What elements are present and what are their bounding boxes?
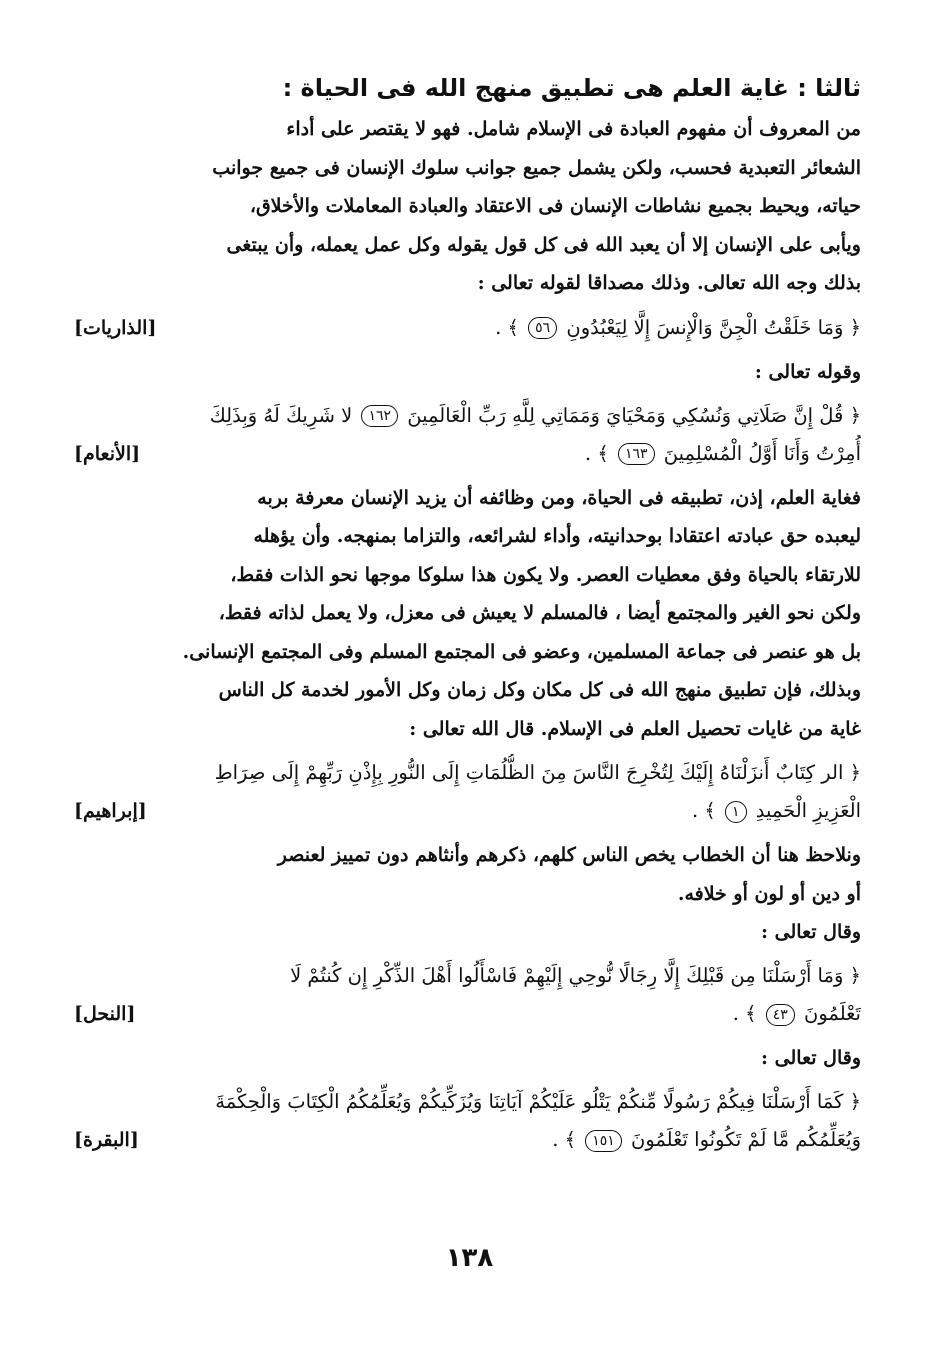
quran-verse-dhariyat: [74, 309, 861, 347]
paragraph-line: الشعائر التعبدية فحسب، ولكن يشمل جميع جوانب سلوك الإنسان فى جميع جوانب: [212, 156, 861, 179]
quran-verse-ibrahim: [74, 754, 861, 830]
verse-line: ﴿ كَمَا أَرْسَلْنَا فِيكُمْ رَسُولًا مِّنكُمْ يَتْلُو عَلَيْكُمْ آيَاتِنَا وَيُزَكِّيكُمْ وَيُعَلِّمُكُمُ الْكِتَابَ وَالْحِكْمَةَ: [215, 1090, 861, 1113]
page-number: ١٣٨: [445, 1243, 494, 1273]
verse-line: [74, 397, 861, 435]
verse-text: الْعَزِيزِ الْحَمِيدِ: [755, 799, 861, 822]
verse-close-bracket: ﴾ .: [495, 315, 519, 339]
ayah-number-marker: ١: [725, 801, 747, 823]
ayah-number-marker: ٥٦: [528, 317, 557, 339]
quote-intro: وقال تعالى :: [761, 1047, 861, 1069]
verse-text: لا شَرِيكَ لَهُ وَبِذَلِكَ: [209, 403, 353, 427]
surah-reference: [الذاريات]: [74, 316, 157, 339]
section-heading: ثالثا : غاية العلم هى تطبيق منهج الله فى الحياة :: [282, 74, 861, 102]
verse-line: ﴿ وَمَا أَرْسَلْنَا مِن قَبْلِكَ إِلَّا رِجَالًا نُّوحِي إِلَيْهِمْ فَاسْأَلُوا أَهْلَ الذِّكْرِ إِن كُنتُمْ لَا: [290, 964, 861, 987]
paragraph-line: وبذلك، فإن تطبيق منهج الله فى كل مكان وكل زمان وكل الأمور لخدمة كل الناس: [218, 679, 861, 701]
quote-intro: وقال تعالى :: [761, 921, 861, 943]
verse-line: ﴿ الر كِتَابٌ أَنزَلْنَاهُ إِلَيْكَ لِتُخْرِجَ النَّاسَ مِنَ الظُّلُمَاتِ إِلَى النُّورِ بِإِذْنِ رَبِّهِمْ إِلَى صِرَاطِ: [214, 761, 861, 784]
paragraph-line: ويأبى على الإنسان إلا أن يعبد الله فى كل قول يقوله وكل عمل يعمله، وأن يبتغى: [226, 233, 861, 256]
paragraph-line: للارتقاء بالحياة وفق معطيات العصر. ولا يكون هذا سلوكا موجها نحو الذات فقط،: [230, 563, 861, 586]
paragraph-line: ولكن نحو الغير والمجتمع أيضا ، فالمسلم لا يعيش فى معزل، ولا يعمل لذاته فقط،: [218, 602, 861, 624]
paragraph-line: بل هو عنصر فى جماعة المسلمين، وعضو فى المجتمع المسلم وفى المجتمع الإنسانى.: [182, 640, 861, 663]
verse-text: ﴿ قُلْ إِنَّ صَلَاتِي وَنُسُكِي وَمَحْيَايَ وَمَمَاتِي لِلَّهِ رَبِّ الْعَالَمِينَ: [407, 403, 861, 427]
verse-close-bracket: ﴾ .: [691, 799, 716, 822]
paragraph-line: من المعروف أن مفهوم العبادة فى الإسلام شامل. فهو لا يقتصر على أداء: [286, 118, 861, 140]
verse-line: [74, 435, 861, 473]
quote-intro: وقوله تعالى :: [754, 360, 861, 383]
paragraph-line: بذلك وجه الله تعالى. وذلك مصداقا لقوله تعالى :: [477, 272, 861, 294]
verse-line: [74, 995, 861, 1033]
paragraph-line: فغاية العلم، إذن، تطبيقه فى الحياة، ومن وظائفه أن يزيد الإنسان معرفة بربه: [257, 486, 861, 509]
surah-reference: [النحل]: [74, 1003, 136, 1025]
quran-verse-nahl: [74, 957, 861, 1033]
verse-line: [74, 792, 861, 830]
verse-close-bracket: ﴾ .: [552, 1128, 577, 1151]
ayah-number-marker: ١٥١: [585, 1130, 622, 1152]
paragraph-1: [74, 110, 861, 303]
paragraph-3: [74, 836, 861, 913]
verse-text: تَعْلَمُونَ: [804, 1002, 861, 1025]
verse-text: أُمِرْتُ وَأَنَا أَوَّلُ الْمُسْلِمِينَ: [663, 441, 861, 465]
ayah-number-marker: ١٦٢: [361, 405, 398, 427]
verse-line: [74, 309, 861, 347]
ayah-number-marker: ٤٣: [766, 1004, 795, 1026]
paragraph-line: ونلاحظ هنا أن الخطاب يخص الناس كلهم، ذكرهم وأنثاهم دون تمييز لعنصر: [277, 844, 861, 866]
paragraph-2: [74, 479, 861, 749]
page-content: [74, 68, 861, 1165]
paragraph-line: حياته، ويحيط بجميع نشاطات الإنسان فى الاعتقاد والعبادة المعاملات والأخلاق،: [249, 195, 861, 217]
verse-text: ﴿ وَمَا خَلَقْتُ الْجِنَّ وَالْإِنسَ إِلَّا لِيَعْبُدُونِ: [566, 315, 861, 339]
surah-reference: [البقرة]: [74, 1129, 139, 1151]
paragraph-line: غاية من غايات تحصيل العلم فى الإسلام. قال الله تعالى :: [409, 717, 861, 740]
verse-text: وَيُعَلِّمُكُم مَّا لَمْ تَكُونُوا تَعْلَمُونَ: [631, 1128, 861, 1151]
surah-reference: [إبراهيم]: [74, 800, 147, 822]
verse-line: [74, 1121, 861, 1159]
paragraph-line: ليعبده حق عبادته اعتقادا بوحدانيته، وأداء لشرائعه، والتزاما بمنهجه. وأن يؤهله: [253, 525, 861, 547]
quran-verse-baqarah: [74, 1083, 861, 1159]
verse-close-bracket: ﴾ .: [732, 1002, 757, 1025]
quran-verse-anam: [74, 397, 861, 473]
verse-close-bracket: ﴾ .: [584, 441, 609, 465]
ayah-number-marker: ١٦٣: [618, 443, 655, 465]
surah-reference: [الأنعام]: [74, 442, 141, 465]
paragraph-line: أو دين أو لون أو خلافه.: [677, 882, 861, 905]
